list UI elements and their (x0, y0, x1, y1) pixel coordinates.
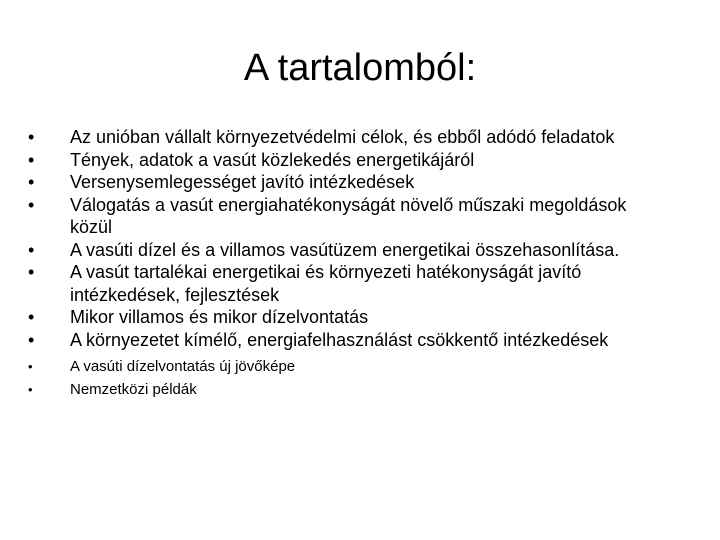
list-item-text: Válogatás a vasút energiahatékonyságát növelő műszaki megoldások közül (70, 194, 627, 237)
bullet-icon: • (28, 172, 35, 192)
list-item-text: Mikor villamos és mikor dízelvontatás (70, 307, 369, 327)
bullet-icon: • (28, 149, 35, 170)
bullet-icon: • (28, 127, 35, 147)
list-item-text: Tények, adatok a vasút közlekedés energetikájáról (70, 149, 475, 170)
list-item (28, 126, 698, 149)
slide-title: A tartalomból: (243, 47, 477, 89)
bullet-list (28, 126, 698, 401)
list-item-text: Az unióban vállalt környezetvédelmi célok, és ebből adódó feladatok (70, 127, 615, 147)
list-item-text: A vasúti dízelvontatás új jövőképe (70, 358, 296, 375)
list-item-text: A vasúti dízel és a villamos vasútüzem energetikai összehasonlítása. (70, 239, 620, 260)
list-item (28, 239, 698, 262)
list-item-text: Versenysemlegességet javító intézkedések (70, 172, 415, 192)
bullet-icon: • (28, 194, 35, 215)
list-item-text: Nemzetközi példák (70, 381, 197, 398)
list-item (28, 306, 698, 329)
list-item (28, 261, 698, 306)
bullet-icon: • (28, 262, 35, 282)
list-item (28, 194, 698, 239)
list-item-text: A környezetet kímélő, energiafelhasználást csökkentő intézkedések (70, 329, 609, 350)
bullet-icon: • (28, 329, 35, 350)
bullet-icon: • (28, 382, 33, 397)
list-item (28, 355, 698, 378)
bullet-icon: • (28, 239, 35, 260)
list-item (28, 378, 698, 401)
bullet-icon: • (28, 307, 35, 327)
list-item-text: A vasút tartalékai energetikai és környezeti hatékonyságát javító intézkedések, fejlesztések (70, 262, 582, 305)
list-item (28, 329, 698, 352)
bullet-icon: • (28, 359, 33, 374)
list-item (28, 171, 698, 194)
list-item (28, 149, 698, 172)
